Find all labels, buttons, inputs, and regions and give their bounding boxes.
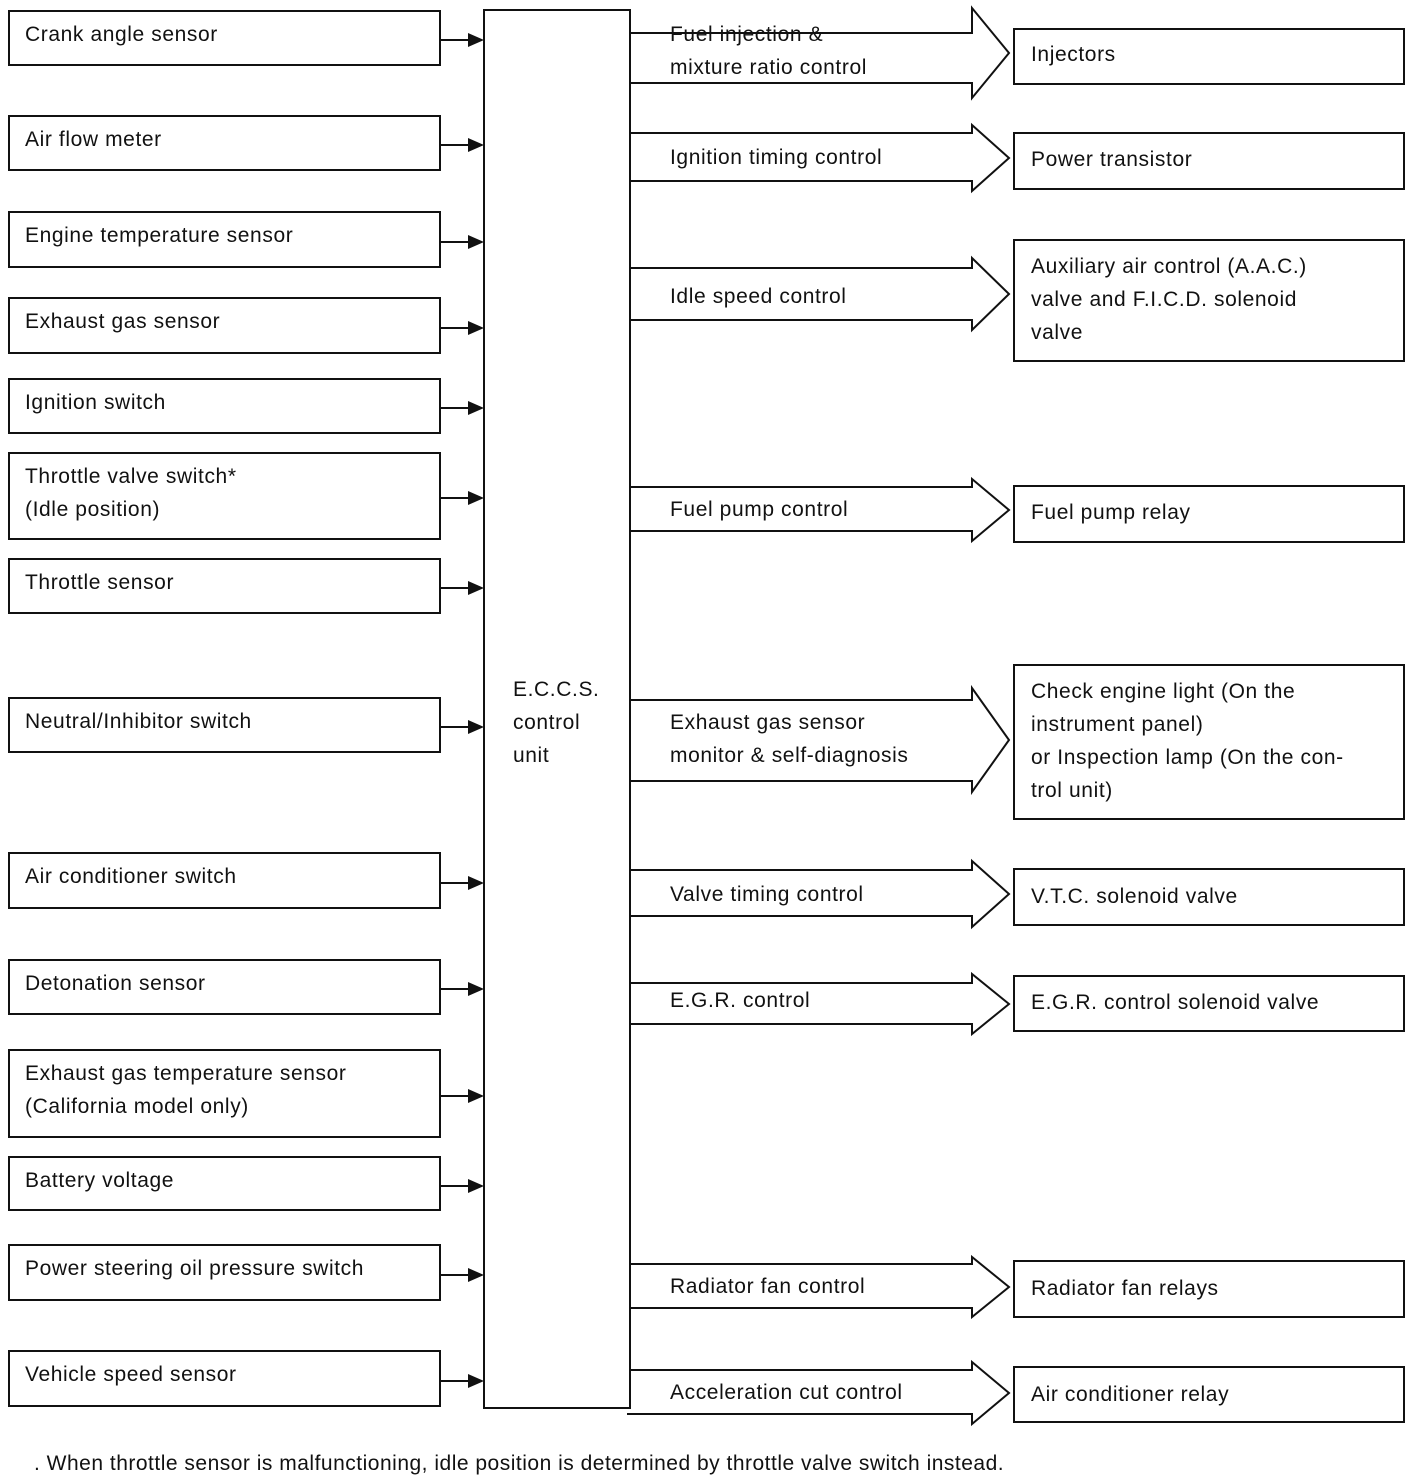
input-engine-temperature-sensor (8, 211, 441, 268)
control-label-fuel-injection: Fuel injection & mixture ratio control (670, 23, 867, 79)
eccs-control-unit (483, 9, 631, 1409)
output-label: Injectors (1031, 43, 1116, 66)
input-label: Vehicle speed sensor (25, 1363, 237, 1386)
arrowhead-icon (468, 321, 484, 335)
output-label: E.G.R. control solenoid valve (1031, 991, 1320, 1014)
arrowhead-icon (468, 876, 484, 890)
control-label-acceleration-cut: Acceleration cut control (670, 1381, 903, 1404)
arrowhead-icon (468, 33, 484, 47)
control-label-exhaust-gas-monitor: Exhaust gas sensor monitor & self-diagnosis (670, 711, 909, 767)
output-exhaust-gas-monitor (1013, 664, 1405, 820)
input-ignition-switch (8, 378, 441, 434)
control-label-ignition-timing: Ignition timing control (670, 146, 883, 169)
control-label-egr: E.G.R. control (670, 989, 811, 1012)
input-label: Exhaust gas sensor (25, 310, 221, 333)
control-label-valve-timing: Valve timing control (670, 883, 864, 906)
input-label: Throttle sensor (25, 571, 175, 594)
input-vehicle-speed-sensor (8, 1350, 441, 1407)
input-crank-angle-sensor (8, 10, 441, 66)
output-label: Fuel pump relay (1031, 501, 1191, 524)
input-label: Engine temperature sensor (25, 224, 294, 247)
control-label-idle-speed: Idle speed control (670, 285, 847, 308)
output-ignition-timing (1013, 132, 1405, 190)
input-neutral-inhibitor-switch (8, 697, 441, 753)
output-fuel-injection (1013, 28, 1405, 85)
footnote: . When throttle sensor is malfunctioning, idle position is determined by throttle valve switch instead. (34, 1452, 1005, 1475)
arrowhead-icon (468, 235, 484, 249)
output-label: Check engine light (On the instrument panel) or Inspection lamp (On the con- trol unit) (1031, 680, 1344, 802)
input-label: Ignition switch (25, 391, 166, 414)
output-label: Power transistor (1031, 148, 1193, 171)
input-label: Neutral/Inhibitor switch (25, 710, 252, 733)
output-label: Air conditioner relay (1031, 1383, 1230, 1406)
input-label: Air flow meter (25, 128, 162, 151)
arrowhead-icon (468, 1089, 484, 1103)
arrowhead-icon (468, 1374, 484, 1388)
arrowhead-icon (468, 982, 484, 996)
input-label: Air conditioner switch (25, 865, 237, 888)
input-detonation-sensor (8, 959, 441, 1015)
output-egr (1013, 975, 1405, 1032)
input-label: Crank angle sensor (25, 23, 218, 46)
output-label: V.T.C. solenoid valve (1031, 885, 1238, 908)
input-label: Power steering oil pressure switch (25, 1257, 365, 1280)
arrowhead-icon (468, 401, 484, 415)
output-label: Radiator fan relays (1031, 1277, 1219, 1300)
control-label-radiator-fan: Radiator fan control (670, 1275, 866, 1298)
arrowhead-icon (468, 491, 484, 505)
arrowhead-icon (468, 1179, 484, 1193)
output-label: Auxiliary air control (A.A.C.) valve and F.I.C.D. solenoid valve (1031, 255, 1307, 344)
input-battery-voltage (8, 1156, 441, 1211)
eccs-control-unit-label: E.C.C.S. control unit (513, 678, 600, 767)
input-exhaust-gas-temperature-sensor (8, 1049, 441, 1138)
input-throttle-sensor (8, 558, 441, 614)
input-power-steering-oil-pressure-switch (8, 1244, 441, 1301)
output-acceleration-cut (1013, 1366, 1405, 1423)
output-radiator-fan (1013, 1260, 1405, 1318)
input-exhaust-gas-sensor (8, 297, 441, 354)
output-valve-timing (1013, 868, 1405, 926)
input-throttle-valve-switch (8, 452, 441, 540)
input-air-conditioner-switch (8, 852, 441, 909)
input-label: Throttle valve switch* (Idle position) (25, 465, 237, 521)
input-air-flow-meter (8, 115, 441, 171)
arrowhead-icon (468, 581, 484, 595)
input-label: Detonation sensor (25, 972, 206, 995)
arrowhead-icon (468, 1268, 484, 1282)
input-label: Battery voltage (25, 1169, 175, 1192)
output-fuel-pump (1013, 485, 1405, 543)
control-label-fuel-pump: Fuel pump control (670, 498, 849, 521)
arrowhead-icon (468, 138, 484, 152)
input-label: Exhaust gas temperature sensor (California model only) (25, 1062, 347, 1118)
output-idle-speed (1013, 239, 1405, 362)
arrowhead-icon (468, 720, 484, 734)
